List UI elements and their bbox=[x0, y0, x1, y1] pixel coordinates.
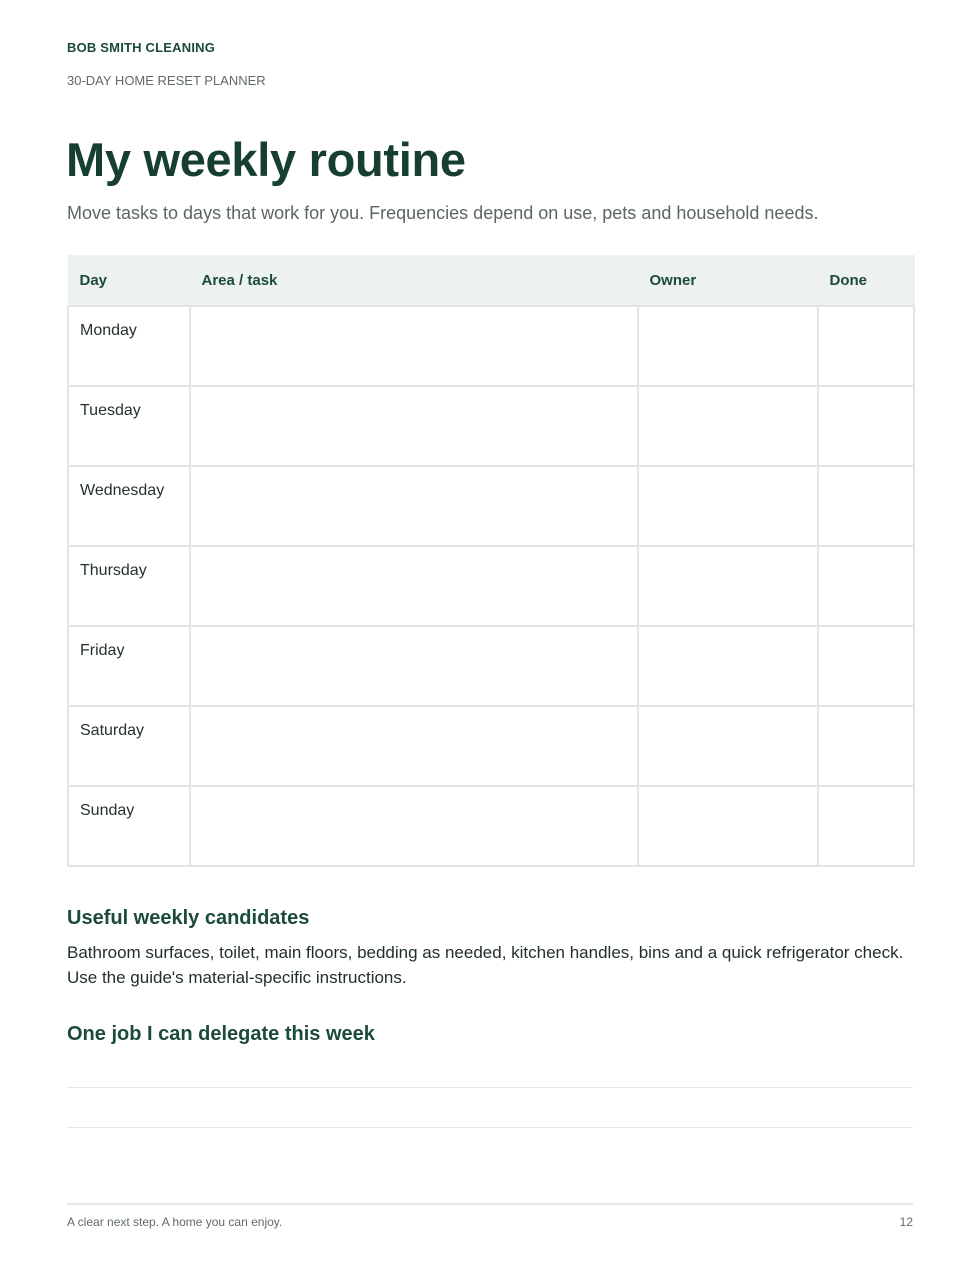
day-cell: Thursday bbox=[68, 546, 190, 626]
table-row bbox=[68, 466, 914, 546]
done-cell[interactable] bbox=[818, 626, 914, 706]
task-cell[interactable] bbox=[190, 386, 638, 466]
table-row bbox=[68, 386, 914, 466]
column-header-day: Day bbox=[68, 256, 190, 306]
owner-cell[interactable] bbox=[638, 786, 818, 866]
table-row bbox=[68, 306, 914, 386]
done-cell[interactable] bbox=[818, 546, 914, 626]
column-header-owner: Owner bbox=[638, 256, 818, 306]
footer-divider bbox=[67, 1203, 913, 1205]
day-cell: Saturday bbox=[68, 706, 190, 786]
delegate-write-line[interactable] bbox=[67, 1087, 913, 1088]
task-cell[interactable] bbox=[190, 706, 638, 786]
owner-cell[interactable] bbox=[638, 466, 818, 546]
task-cell[interactable] bbox=[190, 306, 638, 386]
day-cell: Tuesday bbox=[68, 386, 190, 466]
done-cell[interactable] bbox=[818, 786, 914, 866]
owner-cell[interactable] bbox=[638, 626, 818, 706]
weekly-routine-table bbox=[67, 255, 915, 867]
footer-tagline: A clear next step. A home you can enjoy. bbox=[67, 1215, 283, 1229]
candidates-heading: Useful weekly candidates bbox=[67, 907, 310, 929]
page-title: My weekly routine bbox=[66, 133, 466, 186]
task-cell[interactable] bbox=[190, 626, 638, 706]
planner-subtitle: 30-DAY HOME RESET PLANNER bbox=[67, 73, 266, 88]
done-cell[interactable] bbox=[818, 386, 914, 466]
done-cell[interactable] bbox=[818, 706, 914, 786]
owner-cell[interactable] bbox=[638, 546, 818, 626]
table-row bbox=[68, 546, 914, 626]
column-header-done: Done bbox=[818, 256, 914, 306]
owner-cell[interactable] bbox=[638, 306, 818, 386]
day-cell: Wednesday bbox=[68, 466, 190, 546]
done-cell[interactable] bbox=[818, 466, 914, 546]
table-row bbox=[68, 786, 914, 866]
table-row bbox=[68, 706, 914, 786]
day-cell: Monday bbox=[68, 306, 190, 386]
owner-cell[interactable] bbox=[638, 386, 818, 466]
page-intro: Move tasks to days that work for you. Frequencies depend on use, pets and household needs. bbox=[67, 203, 819, 223]
column-header-task: Area / task bbox=[190, 256, 638, 306]
table-header-row bbox=[68, 256, 914, 306]
day-cell: Sunday bbox=[68, 786, 190, 866]
candidates-text: Bathroom surfaces, toilet, main floors, bedding as needed, kitchen handles, bins and a quick refrigerator check. Use the guide's material-specific instructions. bbox=[67, 943, 904, 987]
table-row bbox=[68, 626, 914, 706]
task-cell[interactable] bbox=[190, 546, 638, 626]
page-number: 12 bbox=[899, 1215, 913, 1229]
owner-cell[interactable] bbox=[638, 706, 818, 786]
task-cell[interactable] bbox=[190, 466, 638, 546]
brand-name: BOB SMITH CLEANING bbox=[67, 40, 216, 55]
delegate-heading: One job I can delegate this week bbox=[67, 1023, 375, 1045]
delegate-write-line[interactable] bbox=[67, 1127, 913, 1128]
task-cell[interactable] bbox=[190, 786, 638, 866]
day-cell: Friday bbox=[68, 626, 190, 706]
done-cell[interactable] bbox=[818, 306, 914, 386]
